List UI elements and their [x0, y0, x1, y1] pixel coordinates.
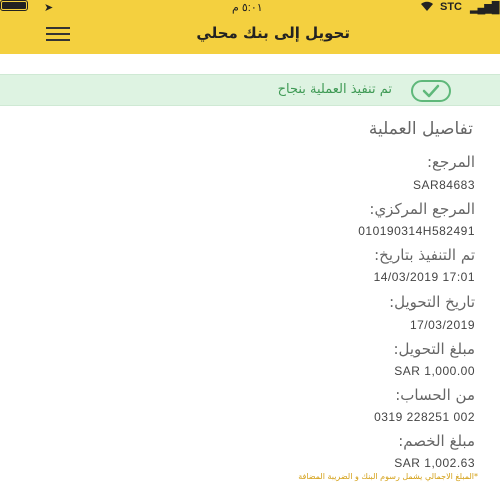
battery-icon [0, 0, 28, 11]
executed-date-label: تم التنفيذ بتاريخ: [374, 246, 475, 264]
signal-icon: ▂▄▆█ [470, 2, 499, 14]
reference-label: المرجع: [427, 153, 475, 171]
location-icon: ➤ [44, 2, 54, 14]
fees-footnote: *المبلغ الاجمالي يشمل رسوم البنك و الضريبة المضافة [298, 472, 478, 481]
success-message: تم تنفيذ العملية بنجاح [277, 82, 392, 97]
app-header [0, 16, 500, 54]
check-icon [411, 80, 451, 102]
central-reference-value: 010190314H582491 [358, 224, 475, 238]
executed-date-value: 14/03/2019 17:01 [373, 270, 475, 284]
reference-value: SAR84683 [412, 178, 475, 192]
wifi-icon [420, 1, 434, 15]
deducted-amount-label: مبلغ الخصم: [398, 432, 475, 450]
from-account-value: 0319 228251 002 [374, 410, 475, 424]
from-account-label: من الحساب: [395, 386, 475, 404]
transfer-amount-label: مبلغ التحويل: [393, 340, 475, 358]
status-bar [0, 0, 500, 16]
carrier-name: STC [440, 1, 462, 13]
page-title: تحويل إلى بنك محلي [196, 24, 350, 42]
transfer-date-value: 17/03/2019 [409, 318, 475, 332]
transfer-date-label: تاريخ التحويل: [389, 293, 475, 311]
central-reference-label: المرجع المركزي: [369, 200, 475, 218]
success-banner [0, 74, 500, 106]
transfer-amount-value: SAR 1,000.00 [394, 364, 475, 378]
details-title: تفاصيل العملية [368, 119, 473, 139]
status-time: ٥:٠١ م [232, 2, 263, 14]
deducted-amount-value: SAR 1,002.63 [394, 456, 475, 470]
hamburger-menu-icon[interactable] [46, 27, 70, 41]
